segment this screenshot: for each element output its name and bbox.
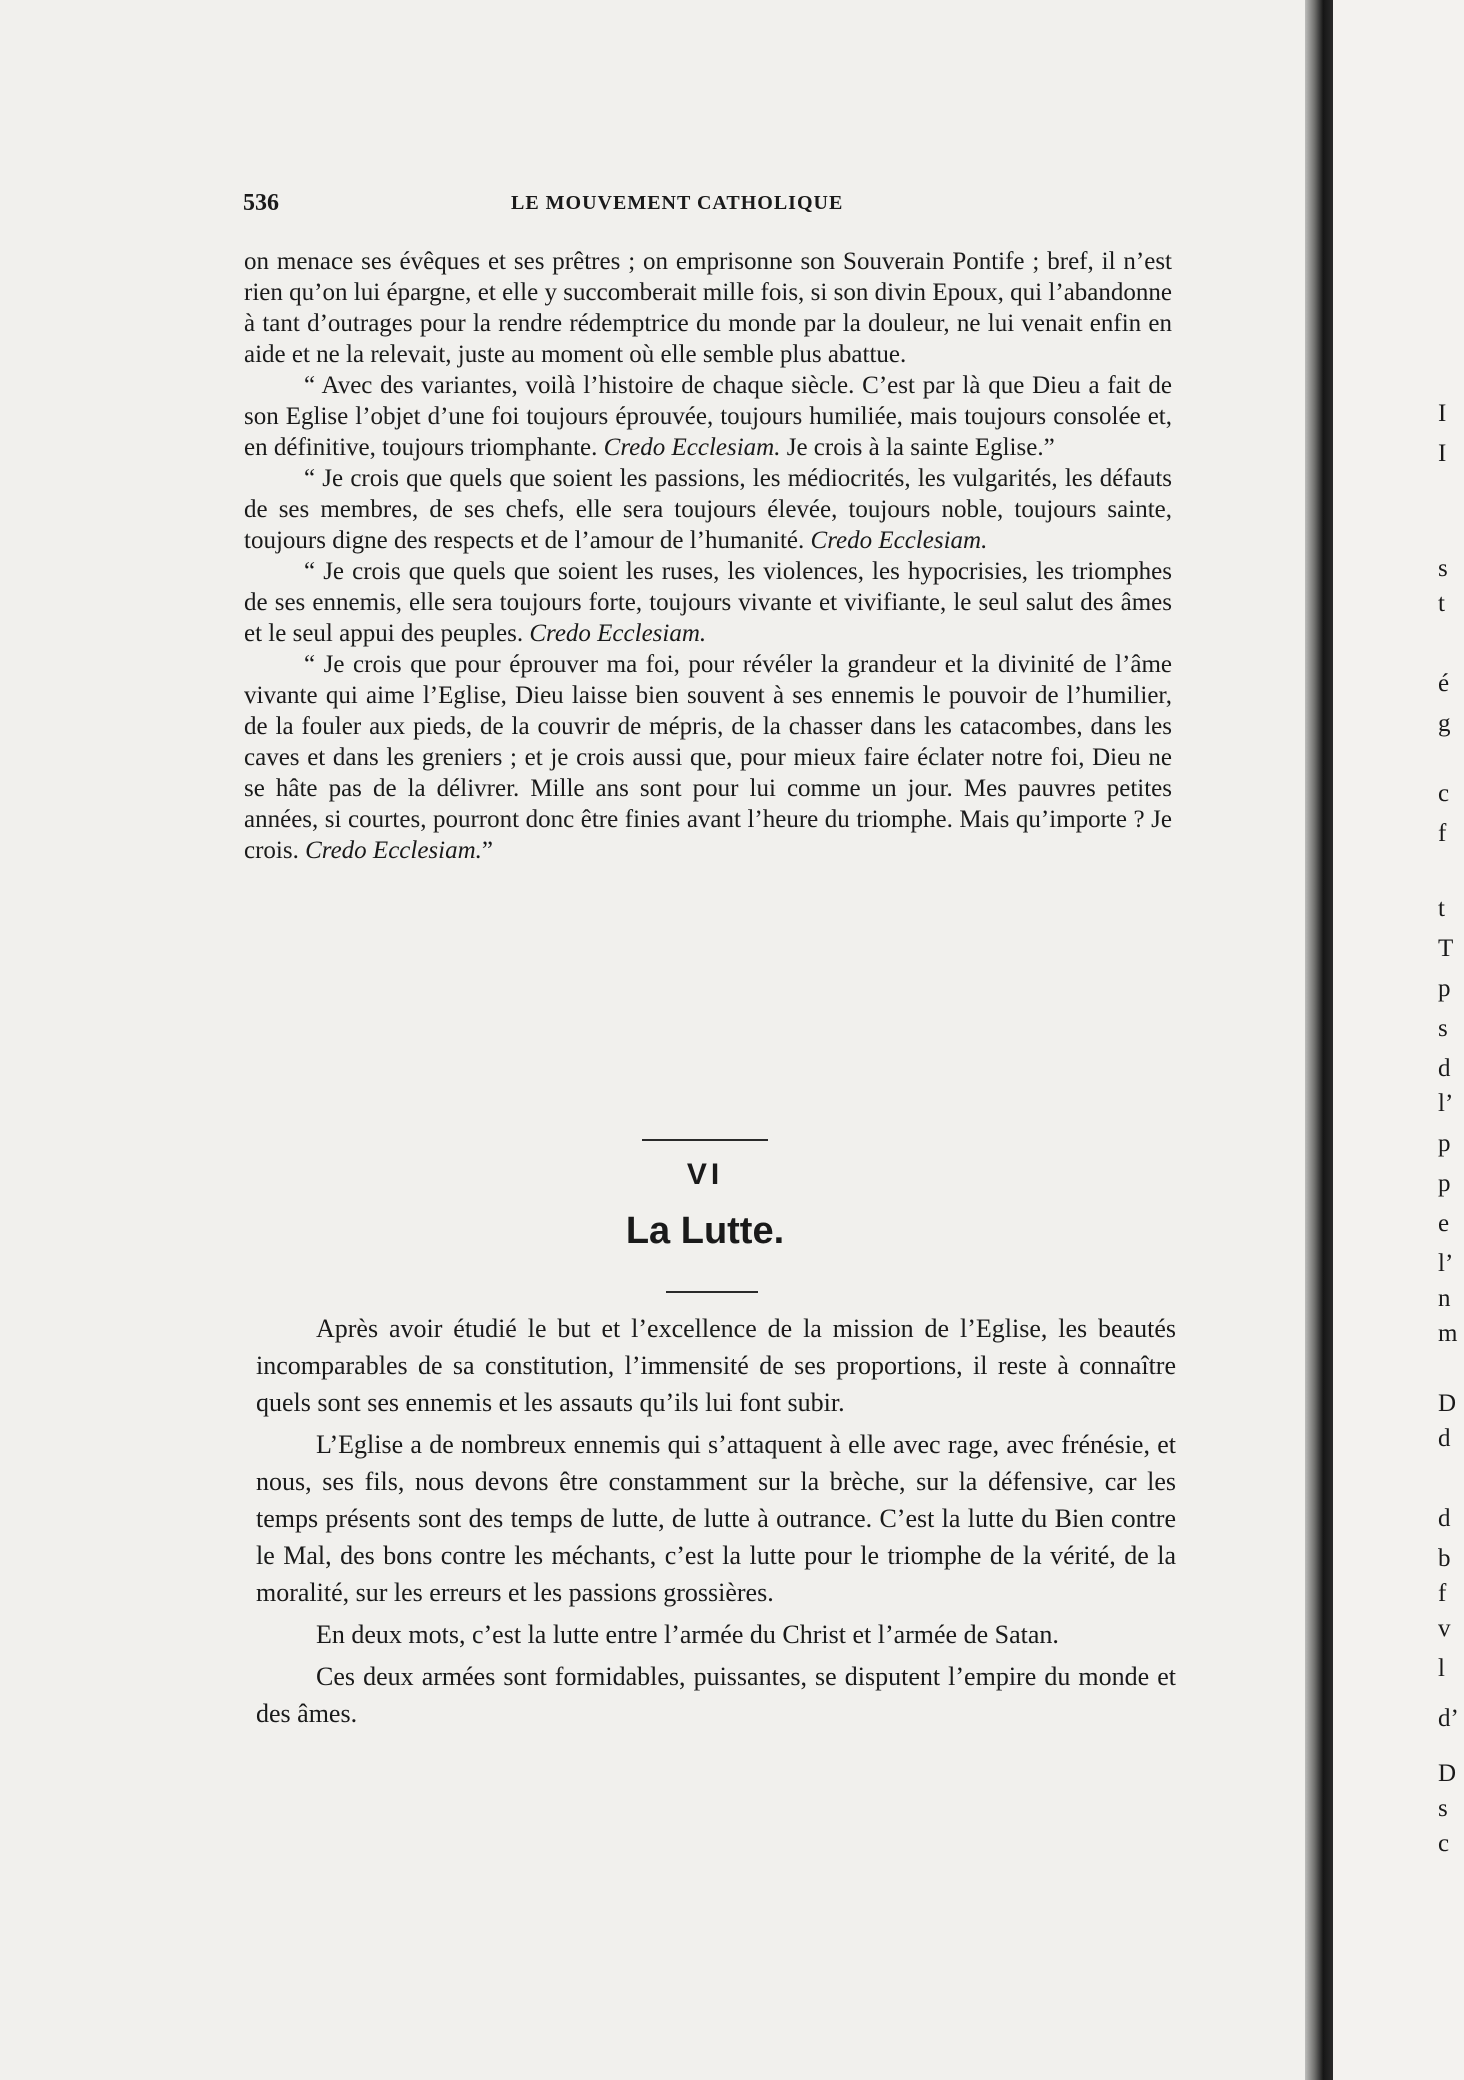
facing-page-fragment: I — [1438, 440, 1447, 467]
facing-page-text-fragments — [1438, 0, 1464, 2080]
credo-phrase: Credo Ecclesiam. — [305, 837, 482, 864]
section-body — [256, 1310, 1176, 1737]
facing-page-fragment: é — [1438, 670, 1450, 697]
facing-page-fragment: t — [1438, 590, 1445, 617]
facing-page-fragment: p — [1438, 975, 1451, 1002]
facing-page-fragment: l — [1438, 1655, 1445, 1682]
facing-page-fragment: m — [1438, 1320, 1458, 1347]
facing-page-fragment: p — [1438, 1130, 1451, 1157]
section-rule-top — [642, 1139, 768, 1141]
facing-page-fragment: f — [1438, 1580, 1447, 1607]
facing-page-fragment: d — [1438, 1505, 1451, 1532]
paragraph: Après avoir étudié le but et l’excellence de la mission de l’Eglise, les beautés incomparables de sa constitution, l’immensité de ses proportions, il reste à connaître quels sont ses ennemis et les assauts qu’ils lui font subir. — [256, 1314, 1176, 1417]
credo-phrase: Credo Ecclesiam. — [603, 434, 781, 461]
facing-page-fragment: d’ — [1438, 1705, 1459, 1732]
facing-page-fragment: f — [1438, 820, 1447, 847]
facing-page-fragment: n — [1438, 1285, 1451, 1312]
facing-page-fragment: c — [1438, 1830, 1450, 1857]
credo-phrase: Credo Ecclesiam. — [810, 527, 988, 554]
paragraph: En deux mots, c’est la lutte entre l’armée du Christ et l’armée de Satan. — [316, 1620, 1059, 1649]
quoted-passage — [244, 246, 1172, 866]
paragraph: “ Avec des variantes, voilà l’histoire de chaque siècle. C’est par là que Dieu a fait de son Eglise l’objet d’une foi toujours éprouvée, toujours humiliée, mais toujours consolée et, en définitive, toujours triomphante. Credo Ecclesiam. Je crois à la sainte Eglise.” — [244, 372, 1172, 461]
facing-page-fragment: d — [1438, 1055, 1451, 1082]
page-number: 536 — [243, 190, 279, 216]
facing-page-fragment: s — [1438, 1015, 1448, 1042]
paragraph: “ Je crois que quels que soient les passions, les médiocrités, les vulgarités, les défauts de ses membres, de ses chefs, elle sera toujours élevée, toujours noble, toujours sainte, toujours digne des respects et de l’amour de l’humanité. Credo Ecclesiam. — [244, 465, 1172, 554]
facing-page-fragment: g — [1438, 710, 1451, 737]
facing-page-fragment: s — [1438, 555, 1448, 582]
paragraph: on menace ses évêques et ses prêtres ; on emprisonne son Souverain Pontife ; bref, il n’est rien qu’on lui épargne, et elle y succomberait mille fois, si son divin Epoux, qui l’abandonne à tant d’outrages pour la rendre rédemptrice du monde par la douleur, ne lui venait enfin en aide et ne la relevait, juste au moment où elle semble plus abattue. — [244, 248, 1172, 368]
section-title: La Lutte. — [625, 1210, 785, 1252]
section-number: VI — [686, 1158, 724, 1191]
section-rule-bottom — [666, 1291, 758, 1293]
facing-page-fragment: l’ — [1438, 1250, 1454, 1277]
facing-page-fragment: l’ — [1438, 1090, 1454, 1117]
facing-page-fragment: d — [1438, 1425, 1451, 1452]
facing-page-fragment: T — [1438, 935, 1454, 962]
credo-phrase: Credo Ecclesiam. — [529, 620, 707, 647]
facing-page-fragment: e — [1438, 1210, 1450, 1237]
running-head — [243, 190, 1193, 220]
book-gutter — [1305, 0, 1333, 2080]
paragraph: “ Je crois que quels que soient les ruses, les violences, les hypocrisies, les triomphes de ses ennemis, elle sera toujours forte, toujours vivante et vivifiante, le seul salut des âmes et le seul appui des peuples. Credo Ecclesiam. — [244, 558, 1172, 647]
running-title: LE MOUVEMENT CATHOLIQUE — [511, 192, 844, 214]
facing-page-fragment: b — [1438, 1545, 1451, 1572]
facing-page-fragment: I — [1438, 400, 1447, 427]
facing-page-fragment: p — [1438, 1170, 1451, 1197]
paragraph: “ Je crois que pour éprouver ma foi, pour révéler la grandeur et la divinité de l’âme vivante qui aime l’Eglise, Dieu laisse bien souvent à ses ennemis le pouvoir de l’humilier, de la fouler aux pieds, de la couvrir de mépris, de la chasser dans les catacombes, dans les caves et dans les greniers ; et je crois aussi que, pour mieux faire éclater notre foi, Dieu ne se hâte pas de la délivrer. Mille ans sont pour lui comme un jour. Mes pauvres petites années, si courtes, pourront donc être finies avant l’heure du triomphe. Mais qu’importe ? Je crois. Credo Ecclesiam.” — [244, 651, 1172, 864]
facing-page-fragment: c — [1438, 780, 1450, 807]
facing-page-fragment: s — [1438, 1795, 1448, 1822]
paragraph: L’Eglise a de nombreux ennemis qui s’attaquent à elle avec rage, avec frénésie, et nous, ses fils, nous devons être constamment sur la brèche, sur la défensive, car les temps présents sont des temps de lutte, de lutte à outrance. C’est la lutte du Bien contre le Mal, des bons contre les méchants, c’est la lutte pour le triomphe de la vérité, de la moralité, sur les erreurs et les passions grossières. — [256, 1430, 1176, 1607]
facing-page-fragment: t — [1438, 895, 1445, 922]
facing-page-fragment: v — [1438, 1615, 1451, 1642]
facing-page-fragment: D — [1438, 1390, 1457, 1417]
paragraph: Ces deux armées sont formidables, puissantes, se disputent l’empire du monde et des âmes. — [256, 1662, 1176, 1728]
facing-page-fragment: D — [1438, 1760, 1457, 1787]
